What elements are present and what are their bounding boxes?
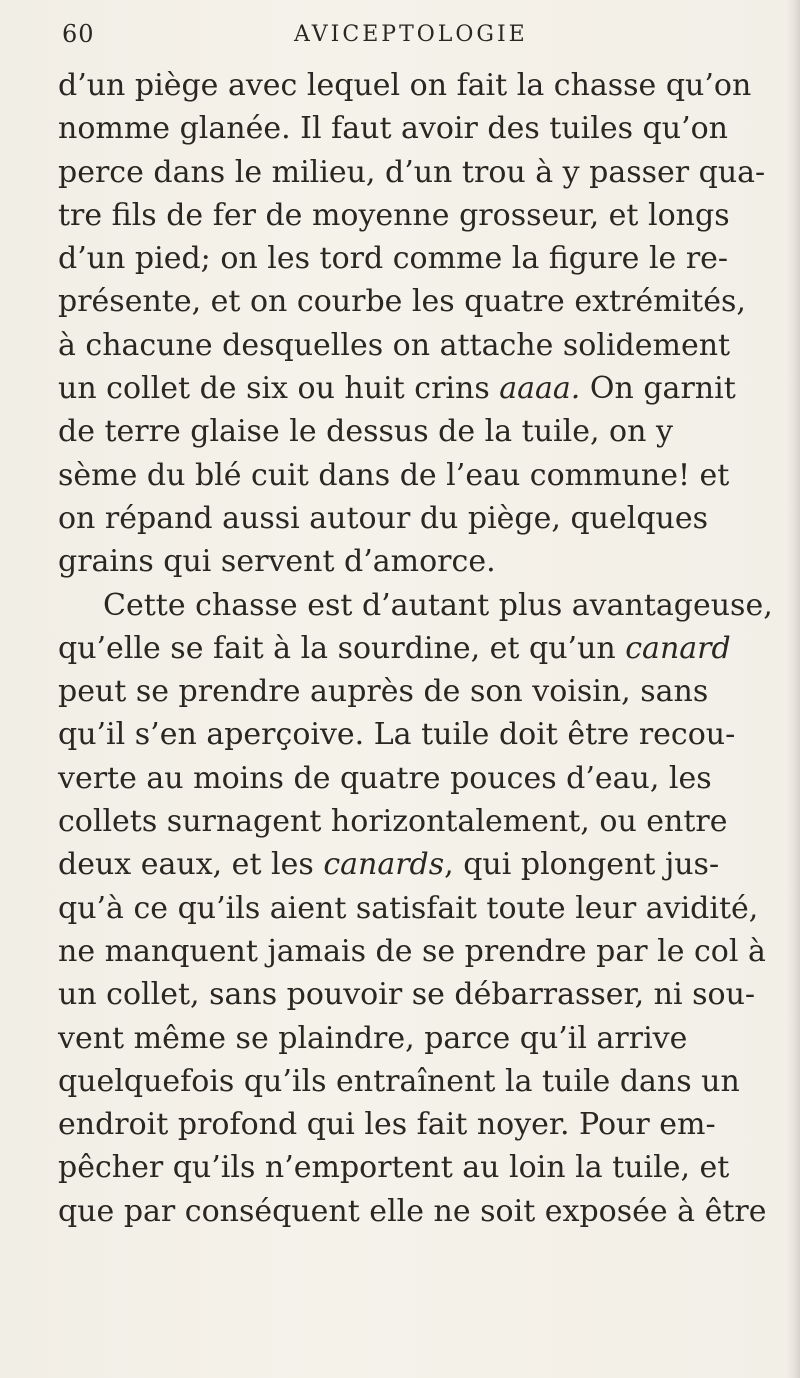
page-header [62,18,742,58]
text-line: d’un pied; on les tord comme la figure le re- [58,241,729,277]
text-line: de terre glaise le dessus de la tuile, on y [58,414,673,450]
body-text [58,64,778,1233]
running-title: AVICEPTOLOGIE [294,22,528,47]
text-line: un collet, sans pouvoir se débarrasser, ni sou- [58,977,756,1013]
text-line: pêcher qu’ils n’emportent au loin la tuile, et [58,1150,730,1186]
text-line: quelquefois qu’ils entraînent la tuile dans un [58,1063,740,1099]
text-segment: deux eaux, et les [58,847,324,883]
text-line: collets surnagent horizontalement, ou entre [58,804,728,840]
text-line: endroit profond qui les fait noyer. Pour em- [58,1107,716,1143]
text-line [58,627,778,670]
text-line: qu’il s’en aperçoive. La tuile doit être recou- [58,717,736,753]
text-line: nomme glanée. Il faut avoir des tuiles qu’on [58,111,728,147]
text-segment: , qui plongent jus- [444,847,720,883]
text-line: sème du blé cuit dans de l’eau commune! et [58,457,730,493]
text-line: on répand aussi autour du piège, quelques [58,500,709,536]
text-line: vent même se plaindre, parce qu’il arrive [58,1020,688,1056]
text-line: perce dans le milieu, d’un trou à y passer qua- [58,154,766,190]
text-segment: On garnit [580,371,736,407]
text-segment: un collet de six ou huit crins [58,371,500,407]
text-line [58,367,778,410]
text-line: qu’à ce qu’ils aient satisfait toute leur avidité, [58,890,759,926]
text-line: d’un piège avec lequel on fait la chasse qu’on [58,68,752,103]
text-line [58,843,778,886]
page-number: 60 [62,20,95,48]
text-line: présente, et on courbe les quatre extrémités, [58,284,746,320]
text-line: tre fils de fer de moyenne grosseur, et longs [58,197,730,233]
page-edge-shadow [786,0,800,1378]
text-line: Cette chasse est d’autant plus avantageuse, [103,587,773,623]
text-line: ne manquent jamais de se prendre par le col à [58,933,766,969]
text-line: grains qui servent d’amorce. [58,544,496,580]
text-line: peut se prendre auprès de son voisin, sans [58,674,709,710]
text-line: que par conséquent elle ne soit exposée à être [58,1193,767,1229]
italic-term: canards [323,847,445,883]
text-segment: qu’elle se fait à la sourdine, et qu’un [58,630,626,666]
text-line: à chacune desquelles on attache solidement [58,327,731,363]
italic-term: aaaa. [499,371,581,407]
italic-term: canard [625,630,731,666]
text-line: verte au moins de quatre pouces d’eau, les [58,760,712,796]
